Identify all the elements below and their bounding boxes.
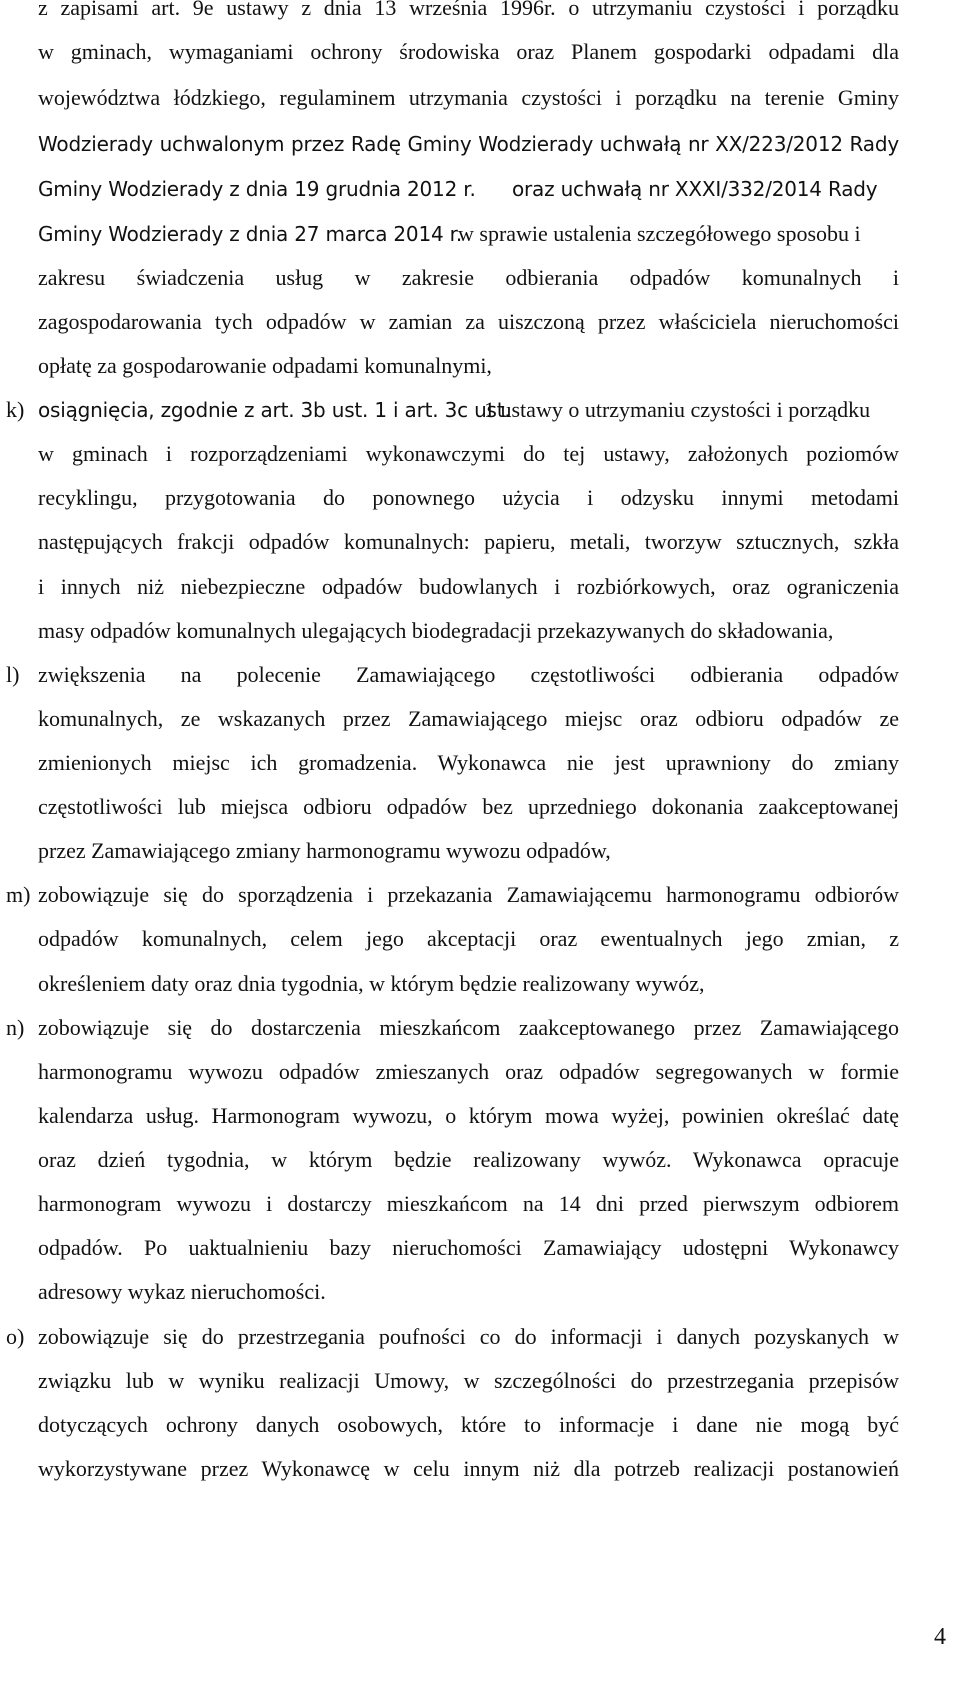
list-marker-k: k) — [6, 397, 25, 422]
list-item-line: komunalnych, ze wskazanych przez Zamawiającego miejsc oraz odbioru odpadów ze — [38, 706, 899, 731]
list-item-line: harmonogramu wywozu odpadów zmieszanych oraz odpadów segregowanych w formie — [38, 1059, 899, 1084]
list-item-line: zwiększenia na polecenie Zamawiającego częstotliwości odbierania odpadów — [38, 662, 899, 687]
body-line: oraz uchwałą nr XXXI/332/2014 Rady — [512, 177, 878, 201]
page-number: 4 — [934, 1624, 946, 1650]
list-item-line: recyklingu, przygotowania do ponownego użycia i odzysku innymi metodami — [38, 485, 899, 510]
list-item-line: dotyczących ochrony danych osobowych, które to informacje i dane nie mogą być — [38, 1412, 899, 1437]
body-line: Wodzierady uchwalonym przez Radę Gminy Wodzierady uchwałą nr XX/223/2012 Rady — [38, 132, 899, 156]
body-line: w gminach, wymaganiami ochrony środowiska oraz Planem gospodarki odpadami dla — [38, 39, 899, 64]
body-line: zagospodarowania tych odpadów w zamian za uiszczoną przez właściciela nieruchomości — [38, 309, 899, 334]
list-item-line: i innych niż niebezpieczne odpadów budowlanych i rozbiórkowych, oraz ograniczenia — [38, 574, 899, 599]
list-item-line: oraz dzień tygodnia, w którym będzie realizowany wywóz. Wykonawca opracuje — [38, 1147, 899, 1172]
list-item-line: zmienionych miejsc ich gromadzenia. Wykonawca nie jest uprawniony do zmiany — [38, 750, 899, 775]
list-item-line: 1 ustawy o utrzymaniu czystości i porządku — [484, 397, 871, 422]
list-item-line: wykorzystywane przez Wykonawcę w celu innym niż dla potrzeb realizacji postanowień — [38, 1456, 899, 1481]
list-item-line: określeniem daty oraz dnia tygodnia, w którym będzie realizowany wywóz, — [38, 971, 705, 996]
list-marker-m: m) — [6, 882, 31, 907]
body-line: zakresu świadczenia usług w zakresie odbierania odpadów komunalnych i — [38, 265, 899, 290]
list-item-line: zobowiązuje się do sporządzenia i przekazania Zamawiającemu harmonogramu odbiorów — [38, 882, 899, 907]
list-item-line: odpadów komunalnych, celem jego akceptacji oraz ewentualnych jego zmian, z — [38, 926, 899, 951]
list-marker-n: n) — [6, 1015, 25, 1040]
list-item-line: osiągnięcia, zgodnie z art. 3b ust. 1 i art. 3c ust. — [38, 398, 511, 422]
body-line: Gminy Wodzierady z dnia 19 grudnia 2012 r. — [38, 177, 476, 201]
list-item-line: zobowiązuje się do dostarczenia mieszkańcom zaakceptowanego przez Zamawiającego — [38, 1015, 899, 1040]
list-marker-l: l) — [6, 662, 20, 687]
list-item-line: adresowy wykaz nieruchomości. — [38, 1279, 326, 1304]
list-item-line: przez Zamawiającego zmiany harmonogramu wywozu odpadów, — [38, 838, 611, 863]
list-item-line: częstotliwości lub miejsca odbioru odpadów bez uprzedniego dokonania zaakceptowanej — [38, 794, 899, 819]
list-item-line: kalendarza usług. Harmonogram wywozu, o którym mowa wyżej, powinien określać datę — [38, 1103, 899, 1128]
list-item-line: następujących frakcji odpadów komunalnych: papieru, metali, tworzyw sztucznych, szkła — [38, 529, 899, 554]
list-marker-o: o) — [6, 1324, 25, 1349]
body-line: województwa łódzkiego, regulaminem utrzymania czystości i porządku na terenie Gminy — [38, 85, 899, 110]
list-item-line: odpadów. Po uaktualnieniu bazy nieruchomości Zamawiający udostępni Wykonawcy — [38, 1235, 899, 1260]
body-line: w sprawie ustalenia szczegółowego sposobu i — [458, 221, 861, 246]
body-line: z zapisami art. 9e ustawy z dnia 13 września 1996r. o utrzymaniu czystości i porządku — [38, 0, 899, 20]
list-item-line: zobowiązuje się do przestrzegania poufności co do informacji i danych pozyskanych w — [38, 1324, 899, 1349]
list-item-line: masy odpadów komunalnych ulegających biodegradacji przekazywanych do składowania, — [38, 618, 834, 643]
body-line: opłatę za gospodarowanie odpadami komunalnymi, — [38, 353, 492, 378]
list-item-line: harmonogram wywozu i dostarczy mieszkańcom na 14 dni przed pierwszym odbiorem — [38, 1191, 899, 1216]
list-item-line: związku lub w wyniku realizacji Umowy, w szczególności do przestrzegania przepisów — [38, 1368, 899, 1393]
list-item-line: w gminach i rozporządzeniami wykonawczymi do tej ustawy, założonych poziomów — [38, 441, 899, 466]
body-line: Gminy Wodzierady z dnia 27 marca 2014 r. — [38, 222, 463, 246]
